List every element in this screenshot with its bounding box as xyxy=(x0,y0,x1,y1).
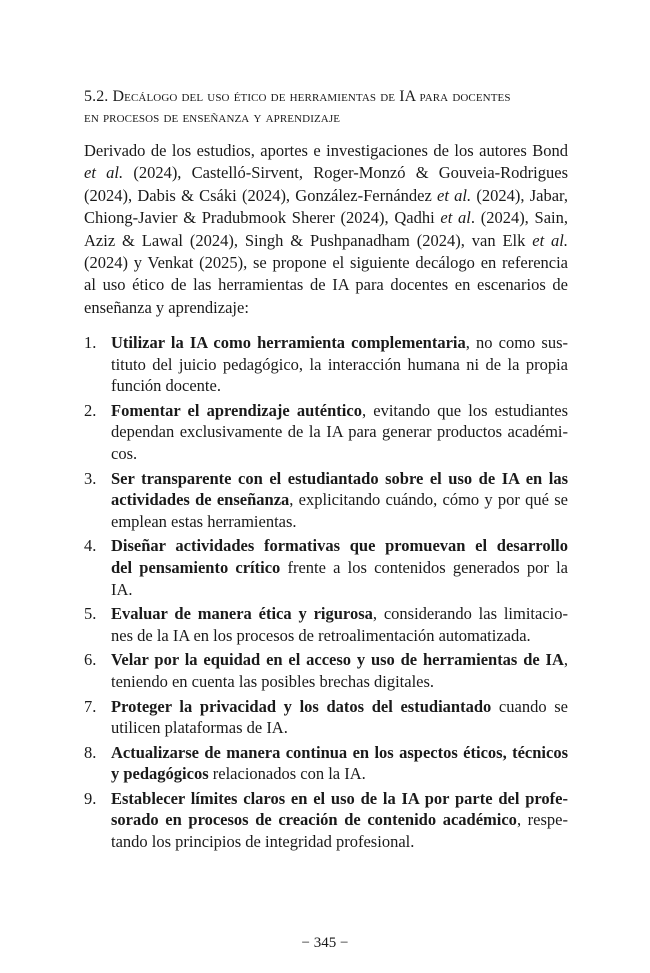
list-item: 7. Proteger la privacidad y los datos del estudiantado cuando se utilicen plataformas de IA. xyxy=(84,696,568,738)
item-emphasis: Establecer límites claros en el uso de la IA por parte del profe- xyxy=(111,788,568,808)
list-item: 8. Actualizarse de manera continua en los aspectos éticos, técnicos y pedagógicos relacionados con la IA. xyxy=(84,742,568,784)
item-number: 4. xyxy=(84,536,97,556)
item-number: 2. xyxy=(84,400,97,420)
list-item: 2. Fomentar el aprendizaje auténtico, evitando que los estudiantes dependan exclusivamente de la IA para generar productos académi- cos. xyxy=(84,400,568,463)
list-item: 1. Utilizar la IA como herramienta complementaria, no como sus- tituto del juicio pedagógico, la interacción humana ni de la propia función docente. xyxy=(84,333,568,396)
item-emphasis: Evaluar de manera ética y rigurosa xyxy=(111,604,373,624)
decalogue-list xyxy=(84,332,568,856)
list-item: 9. Establecer límites claros en el uso de la IA por parte del profe- sorado en procesos de creación de contenido académico, respe- tando los principios de integridad profesional. xyxy=(84,788,568,852)
item-emphasis: Proteger la privacidad y los datos del estudiantado xyxy=(111,696,492,716)
item-emphasis: Utilizar la IA como herramienta complementaria xyxy=(111,333,466,352)
section-heading xyxy=(84,86,574,128)
intro-line: Aziz & Lawal (2024), Singh & Pushpanadham (2024), van Elk et al. xyxy=(84,230,568,250)
item-emphasis: sorado en procesos de creación de contenido académico xyxy=(111,810,517,830)
section-heading-line-2: en procesos de enseñanza y aprendizaje xyxy=(84,109,341,126)
item-emphasis: Velar por la equidad en el acceso y uso de herramientas de IA xyxy=(111,650,564,670)
item-number: 9. xyxy=(84,788,97,808)
item-number: 6. xyxy=(84,650,97,670)
page-number: − 345 − xyxy=(301,935,349,951)
citation-etal: et al. xyxy=(437,185,472,205)
item-number: 1. xyxy=(84,333,97,352)
citation-etal: et al xyxy=(440,208,471,228)
list-item: 4. Diseñar actividades formativas que promuevan el desarrollo del pensamiento crítico frente a los contenidos generados por la IA. xyxy=(84,536,569,599)
intro-paragraph xyxy=(84,140,568,319)
item-emphasis: Ser transparente con el estudiantado sobre el uso de IA en las xyxy=(111,468,568,488)
intro-line: et al. (2024), Castelló-Sirvent, Roger-Monzó & Gouveia-Rodrigues xyxy=(84,163,568,183)
citation-etal: et al. xyxy=(84,163,124,183)
item-emphasis: actividades de enseñanza xyxy=(111,490,290,510)
item-number: 5. xyxy=(84,604,97,624)
item-emphasis: Fomentar el aprendizaje auténtico xyxy=(111,400,362,420)
item-emphasis: del pensamiento crítico xyxy=(111,557,281,577)
item-number: 3. xyxy=(84,468,97,488)
intro-line: enseñanza y aprendizaje: xyxy=(84,297,249,317)
item-number: 7. xyxy=(84,696,97,716)
citation-etal: et al. xyxy=(532,230,568,250)
item-emphasis: Diseñar actividades formativas que promuevan el desarrollo xyxy=(111,536,568,556)
list-item: 6. Velar por la equidad en el acceso y uso de herramientas de IA, teniendo en cuenta las posibles brechas digitales. xyxy=(84,650,568,691)
item-emphasis: y pedagógicos xyxy=(111,764,209,784)
item-emphasis: Actualizarse de manera continua en los aspectos éticos, técnicos xyxy=(111,742,568,762)
intro-line: Chiong-Javier & Pradubmook Sherer (2024), Qadhi et al. (2024), Sain, xyxy=(84,208,568,228)
intro-line: Derivado de los estudios, aportes e investigaciones de los autores Bond xyxy=(84,141,568,160)
list-item: 5. Evaluar de manera ética y rigurosa, considerando las limitacio- nes de la IA en los procesos de retroalimentación automatizada. xyxy=(84,604,568,645)
list-item: 3. Ser transparente con el estudiantado sobre el uso de IA en las actividades de enseñanza, explicitando cuándo, cómo y por qué se emplean estas herramientas. xyxy=(84,468,568,531)
item-number: 8. xyxy=(84,742,97,762)
section-heading-line-1: 5.2. Decálogo del uso ético de herramientas de IA para docentes xyxy=(84,88,511,105)
intro-line: (2024), Dabis & Csáki (2024), González-Fernández et al. (2024), Jabar, xyxy=(84,185,568,205)
intro-line: al uso ético de las herramientas de IA para docentes en escenarios de xyxy=(84,275,568,295)
intro-line: (2024) y Venkat (2025), se propone el siguiente decálogo en referencia xyxy=(84,253,568,273)
